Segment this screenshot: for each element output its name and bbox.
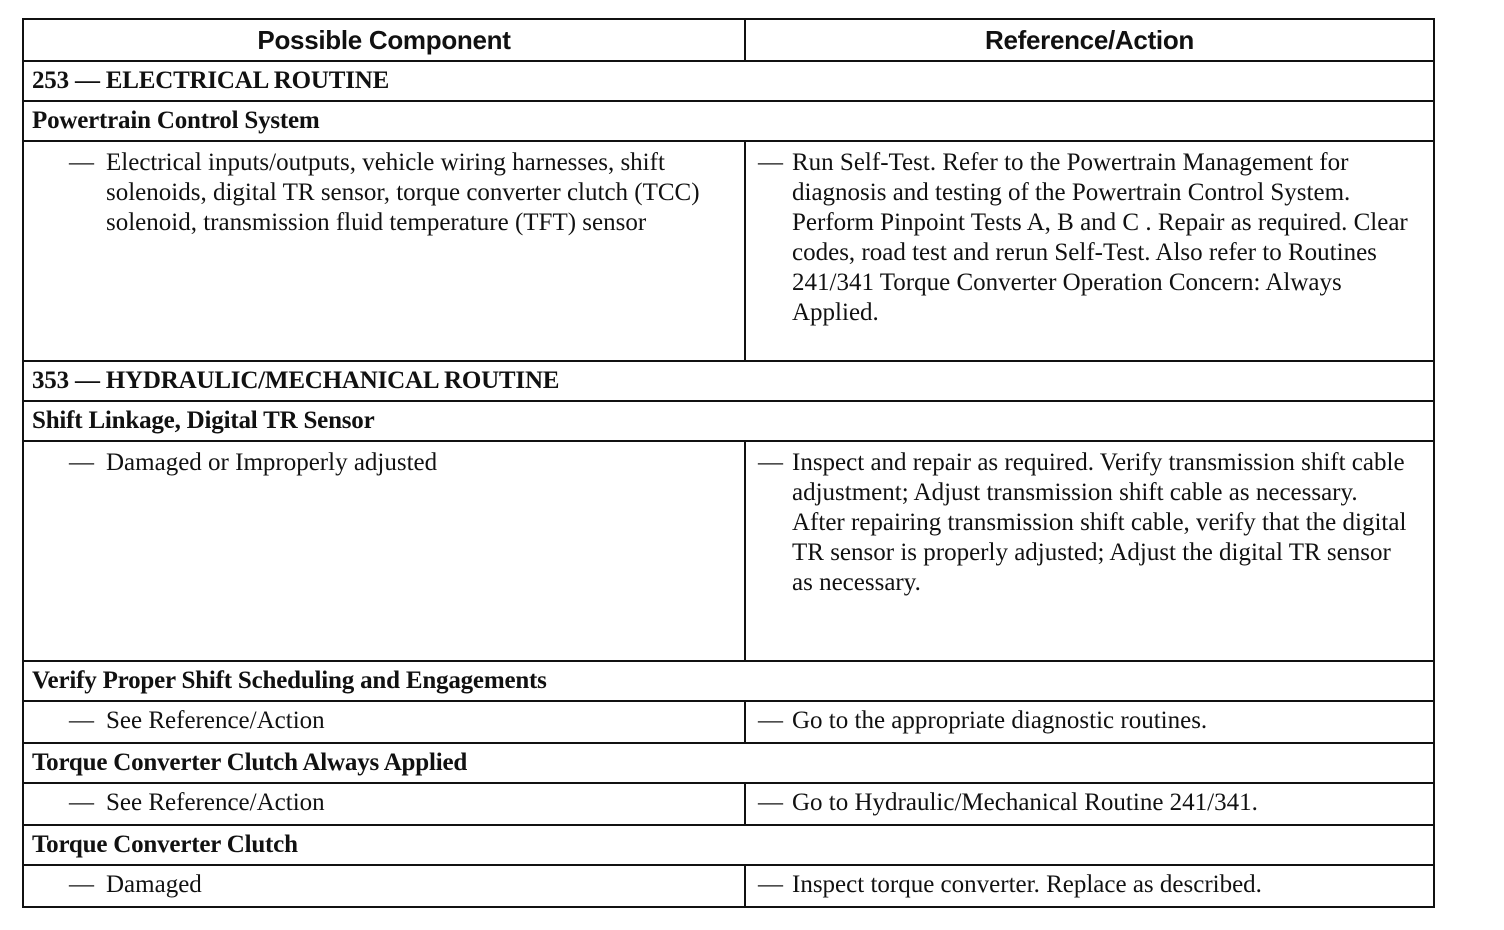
- table-row: [23, 141, 1434, 361]
- group-row: [23, 825, 1434, 865]
- component-text: Damaged or Improperly adjusted: [106, 449, 438, 476]
- dash-marker: —: [758, 871, 783, 898]
- section-title-353: 353 — HYDRAULIC/MECHANICAL ROUTINE: [23, 361, 1434, 401]
- component-text: Damaged: [106, 871, 202, 898]
- component-text: See Reference/Action: [106, 789, 325, 816]
- action-cell: [745, 701, 1434, 743]
- dash-marker: —: [69, 707, 94, 734]
- dash-marker: —: [758, 149, 783, 176]
- dash-marker: —: [69, 871, 94, 898]
- component-text: Electrical inputs/outputs, vehicle wiring harnesses, shift solenoids, digital TR sensor, torque converter clutch (TCC) solenoid, transmission fluid temperature (TFT) sensor: [106, 149, 700, 236]
- action-text: Go to Hydraulic/Mechanical Routine 241/341.: [792, 789, 1258, 816]
- dash-marker: —: [69, 789, 94, 816]
- group-row: [23, 101, 1434, 141]
- section-row: [23, 61, 1434, 101]
- header-possible-component: Possible Component: [23, 19, 745, 61]
- table-row: [23, 701, 1434, 743]
- component-text: See Reference/Action: [106, 707, 325, 734]
- component-cell: [23, 441, 745, 661]
- group-title-shift-linkage: Shift Linkage, Digital TR Sensor: [23, 401, 1434, 441]
- dash-marker: —: [758, 449, 783, 476]
- action-text: Go to the appropriate diagnostic routines.: [792, 707, 1208, 734]
- action-cell: [745, 141, 1434, 361]
- group-title-shift-scheduling: Verify Proper Shift Scheduling and Engagements: [23, 661, 1434, 701]
- table-row: [23, 865, 1434, 907]
- component-cell: [23, 141, 745, 361]
- dash-marker: —: [758, 789, 783, 816]
- action-cell: [745, 865, 1434, 907]
- group-title-powertrain-control: Powertrain Control System: [23, 101, 1434, 141]
- group-title-tcc-always-applied: Torque Converter Clutch Always Applied: [23, 743, 1434, 783]
- action-text: Inspect and repair as required. Verify transmission shift cable adjustment; Adjust transmission shift cable as necessary. After repairing transmission shift cable, verify that the digital TR sensor is properly adjusted; Adjust the digital TR sensor as necessary.: [792, 449, 1407, 596]
- group-row: [23, 401, 1434, 441]
- action-text: Run Self-Test. Refer to the Powertrain Management for diagnosis and testing of the Powertrain Control System. Perform Pinpoint Tests A, B and C . Repair as required. Clear codes, road test and rerun Self-Test. Also refer to Routines 241/341 Torque Converter Operation Concern: Always Applied.: [792, 149, 1408, 326]
- component-cell: [23, 701, 745, 743]
- dash-marker: —: [758, 707, 783, 734]
- action-cell: [745, 783, 1434, 825]
- group-row: [23, 661, 1434, 701]
- group-row: [23, 743, 1434, 783]
- component-cell: [23, 783, 745, 825]
- header-reference-action: Reference/Action: [745, 19, 1434, 61]
- diagnostic-table: [22, 18, 1435, 908]
- component-cell: [23, 865, 745, 907]
- table-row: [23, 783, 1434, 825]
- table-row: [23, 441, 1434, 661]
- group-title-tcc: Torque Converter Clutch: [23, 825, 1434, 865]
- section-title-253: 253 — ELECTRICAL ROUTINE: [23, 61, 1434, 101]
- dash-marker: —: [69, 449, 94, 476]
- action-text: Inspect torque converter. Replace as described.: [792, 871, 1262, 898]
- section-row: [23, 361, 1434, 401]
- table-header-row: [23, 19, 1434, 61]
- action-cell: [745, 441, 1434, 661]
- dash-marker: —: [69, 149, 94, 176]
